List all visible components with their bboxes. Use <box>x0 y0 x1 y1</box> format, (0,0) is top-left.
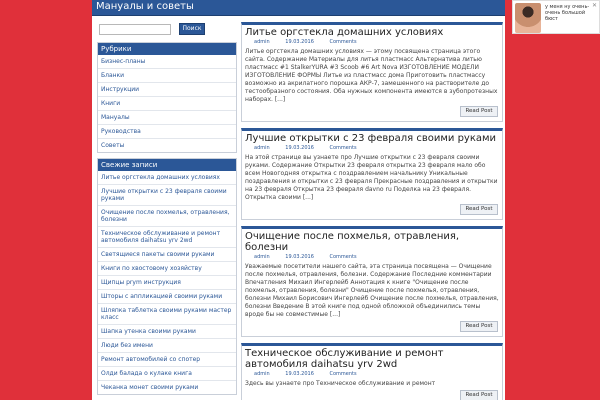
search-button[interactable]: Поиск <box>179 23 205 35</box>
post-excerpt: На этой странице вы узнаете про Лучшие открытки с 23 февраля своими руками. Содержание Открытки 23 февраля открытка 23 февраля мало обо всем Новогодняя открытка с поздравлением начальнику Уникальные поздравления и открытки с 23 февраля Прекрасные поздравления и открытки на 23 февраля Открытка 23 февраля davno ru Поделка на 23 февраля. Открытка своими [...] <box>245 154 498 201</box>
read-post-button[interactable]: Read Post <box>460 321 498 332</box>
post-title[interactable]: Техническое обслуживание и ремонт автомобиля daihatsu yrv 2wd <box>245 348 444 370</box>
post-author[interactable]: admin <box>254 39 270 45</box>
recent-post-item[interactable]: Шляпка таблетка своими руками мастер класс <box>98 304 236 325</box>
recent-post-item[interactable]: Литье оргстекла домашних условиях <box>98 171 236 185</box>
page-wrapper <box>92 0 505 400</box>
category-item[interactable]: Советы <box>101 142 125 149</box>
post-author[interactable]: admin <box>254 254 270 260</box>
site-header <box>92 0 505 16</box>
category-item[interactable]: Бланки <box>98 69 236 83</box>
post-meta <box>242 38 502 46</box>
post-author[interactable]: admin <box>254 145 270 151</box>
post-date: 19.03.2016 <box>285 39 314 45</box>
recent-posts-widget <box>97 158 237 395</box>
recent-post-item[interactable]: Книги по хвостовому хозяйству <box>98 262 236 276</box>
post-comments-link[interactable]: Comments <box>329 254 357 260</box>
read-post-button[interactable]: Read Post <box>460 106 498 117</box>
post-comments-link[interactable]: Comments <box>329 371 357 377</box>
close-icon[interactable]: ✕ <box>591 2 597 9</box>
site-title[interactable]: Мануалы и советы <box>96 1 194 12</box>
post <box>241 343 503 400</box>
ad-banner[interactable] <box>512 0 600 34</box>
post-author[interactable]: admin <box>254 371 270 377</box>
post-excerpt: Литье оргстекла домашних условиях — этому посвящена страница этого сайта. Содержание Материалы для литья пластмасс Альтернатива литью пластмасс #1 StalkerYURA #3 Scoob #6 Art Nova ИЗГОТОВЛЕНИЕ МОДЕЛИ ИЗГОТОВЛЕНИЕ ФОРМЫ Литье из пластмасс дома Приготовить пластмассу возможно из акрилатного порошка АКР-7, замешенного на растворителе до тестообразного состояния. Оба нужных компонента имеются в зубопротезных наборах. [...] <box>245 48 498 103</box>
categories-widget <box>97 42 237 153</box>
recent-post-item[interactable]: Техническое обслуживание и ремонт автомобиля daihatsu yrv 2wd <box>98 227 236 248</box>
post-meta <box>242 253 502 261</box>
post-date: 19.03.2016 <box>285 254 314 260</box>
post <box>241 22 503 122</box>
ad-image[interactable] <box>515 3 541 33</box>
post-comments-link[interactable]: Comments <box>329 39 357 45</box>
recent-post-item[interactable]: Люди без имени <box>98 339 236 353</box>
post-meta <box>242 144 502 152</box>
ad-text[interactable]: у меня ну очень-очень большой бюст <box>545 4 590 22</box>
recent-post-item[interactable]: Лучшие открытки с 23 февраля своими руками <box>98 185 236 206</box>
post-excerpt: Уважаемые посетители нашего сайта, эта страница посвящена — Очищение после похмелья, отравления, болезни. Содержание Последние комментарии Впечатления Михаил Ингерлейб Аннотация к книге "Очищение после похмелья, отравления, болезни" Очищение после похмелья, отравления, болезни Михаил Борисович Ингерлейб Очищение после похмелья, отравления, болезни Введение В этой книге под одной обложкой объединились темы вроде бы не совместимые [...] <box>245 263 499 318</box>
recent-post-item[interactable]: Светящиеся пакеты своими руками <box>98 248 236 262</box>
category-item[interactable]: Инструкции <box>98 83 236 97</box>
category-item[interactable]: Руководства <box>98 125 236 139</box>
recent-post-item[interactable]: Ремонт автомобилей со спотер <box>98 353 236 367</box>
post-comments-link[interactable]: Comments <box>329 145 357 151</box>
post-meta <box>242 370 502 378</box>
category-item[interactable]: Бизнес-планы <box>98 55 236 69</box>
content-area <box>241 22 503 400</box>
category-item[interactable]: Мануалы <box>98 111 236 125</box>
post-title[interactable]: Лучшие открытки с 23 февраля своими руками <box>245 133 497 144</box>
post-title[interactable]: Очищение после похмелья, отравления, болезни <box>245 231 460 253</box>
recent-post-item[interactable]: Щипцы prym инструкция <box>98 276 236 290</box>
post-date: 19.03.2016 <box>285 145 314 151</box>
post-excerpt: Здесь вы узнаете про Техническое обслуживание и ремонт <box>245 380 436 387</box>
post <box>241 226 503 337</box>
recent-post-item[interactable]: Олди балада о кулаке книга <box>98 367 236 381</box>
post <box>241 128 503 220</box>
post-title[interactable]: Литье оргстекла домашних условиях <box>245 27 444 38</box>
read-post-button[interactable]: Read Post <box>460 390 498 400</box>
recent-post-item[interactable]: Шапка утенка своими руками <box>98 325 236 339</box>
recent-post-item[interactable]: Шторы с аппликацией своими руками <box>98 290 236 304</box>
read-post-button[interactable]: Read Post <box>460 204 498 215</box>
recent-posts-title: Свежие записи <box>98 159 236 171</box>
recent-post-item[interactable]: Очищение после похмелья, отравления, болезни <box>98 206 236 227</box>
search-input[interactable] <box>99 24 171 35</box>
recent-post-item[interactable]: Чеканка монет своими руками <box>101 384 199 391</box>
categories-title: Рубрики <box>98 43 236 55</box>
category-item[interactable]: Книги <box>98 97 236 111</box>
post-date: 19.03.2016 <box>285 371 314 377</box>
